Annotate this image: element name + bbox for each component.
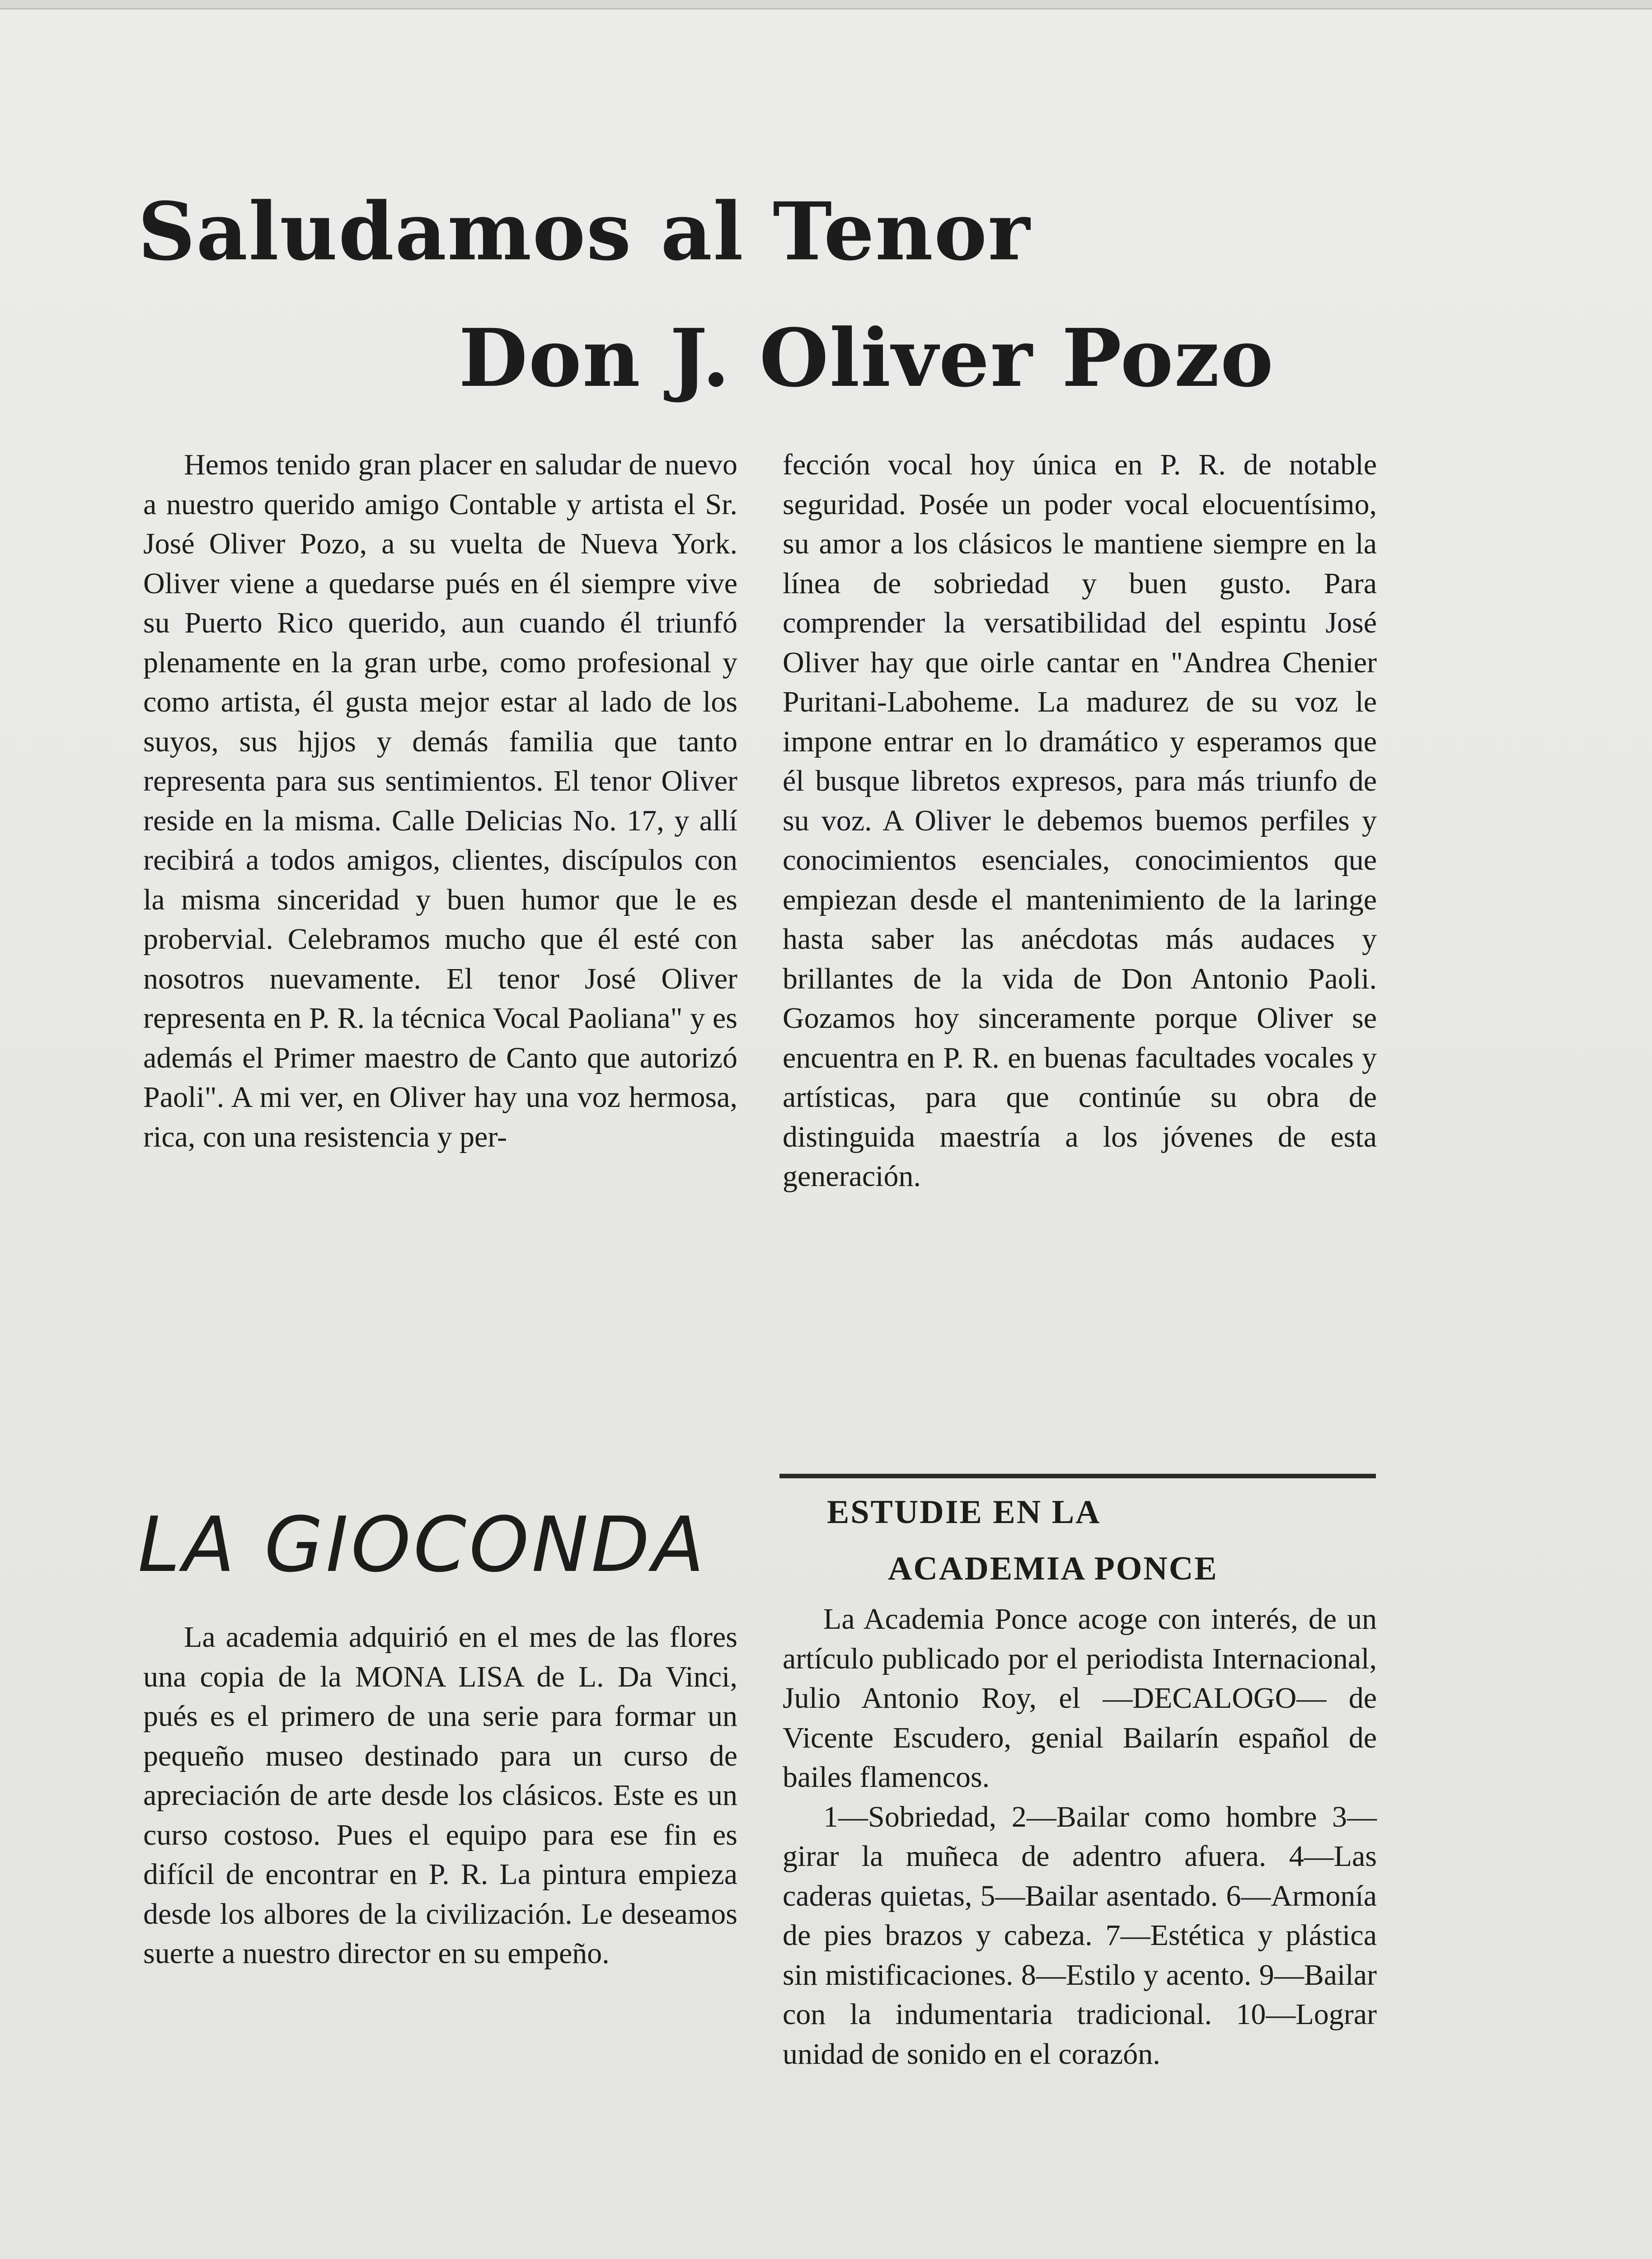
gioconda-title: LA GIOCONDA <box>138 1500 707 1589</box>
academia-article <box>783 1599 1377 2074</box>
academia-intro: La Academia Ponce acoge con interés, de un artículo publicado por el periodista Internacional, Julio Antonio Roy, el —DECALOGO— de Vicente Escudero, genial Bailarín español de bailes flamencos. <box>783 1603 1377 1794</box>
tenor-article-right-text: fección vocal hoy única en P. R. de notable seguridad. Posée un poder vocal elocuentísimo, su amor a los clásicos le mantiene siempre en la línea de sobriedad y buen gusto. Para comprender la versatibilidad del espintu José Oliver hay que oirle cantar en "Andrea Chenier Puritani-Laboheme. La madurez de su voz le impone entrar en lo dramático y esperamos que él busque libretos expresos, para más triunfo de su voz. A Oliver le debemos buemos perfiles y conocimientos esenciales, conocimientos que empiezan desde el mantenimiento de la laringe hasta saber las anécdotas más audaces y brillantes de la vida de Don Antonio Paoli. Gozamos hoy sinceramente porque Oliver se encuentra en P. R. en buenas facultades vocales y artísticas, para que continúe su obra de distinguida maestría a los jóvenes de esta generación. <box>783 448 1377 1193</box>
gioconda-body: La academia adquirió en el mes de las flores una copia de la MONA LISA de L. Da Vinci, pués es el primero de una serie para formar un pequeño museo destinado para un curso de apreciación de arte desde los clásicos. Este es un curso costoso. Pues el equipo para ese fin es difícil de encontrar en P. R. La pintura empieza desde los albores de la civilización. Le deseamos suerte a nuestro director en su empeño. <box>143 1621 737 1970</box>
academia-title-line-2: ACADEMIA PONCE <box>888 1550 1218 1587</box>
tenor-article-left-column <box>143 445 737 1157</box>
headline-line-2: Don J. Oliver Pozo <box>459 311 1275 405</box>
section-divider <box>779 1474 1376 1478</box>
academia-title-line-1: ESTUDIE EN LA <box>827 1494 1101 1531</box>
tenor-article-left-text: Hemos tenido gran placer en saludar de nuevo a nuestro querido amigo Contable y artista el Sr. José Oliver Pozo, a su vuelta de Nueva York. Oliver viene a quedarse pués en él siempre vive su Puerto Rico querido, aun cuando él triunfó plenamente en la gran urbe, como profesional y como artista, él gusta mejor estar al lado de los suyos, sus hjjos y demás familia que tanto representa para sus sentimientos. El tenor Oliver reside en la misma. Calle Delicias No. 17, y allí recibirá a todos amigos, clientes, discípulos con la misma sinceridad y buen humor que le es probervial. Celebramos mucho que él esté con nosotros nuevamente. El tenor José Oliver representa en P. R. la técnica Vocal Paoliana" y es además el Primer maestro de Canto que autorizó Paoli". A mi ver, en Oliver hay una voz hermosa, rica, con una resistencia y per- <box>143 448 737 1153</box>
tenor-article-right-column <box>783 445 1377 1196</box>
academia-decalogo: 1—Sobriedad, 2—Bailar como hombre 3—girar la muñeca de adentro afuera. 4—Las caderas quietas, 5—Bailar asentado. 6—Armonía de pies brazos y cabeza. 7—Estética y plástica sin mistificaciones. 8—Estilo y acento. 9—Bailar con la indumentaria tradicional. 10—Lograr unidad de sonido en el corazón. <box>783 1800 1377 2071</box>
headline-line-1: Saludamos al Tenor <box>138 185 1031 278</box>
page-top-edge <box>0 0 1652 9</box>
gioconda-article <box>143 1617 737 1973</box>
